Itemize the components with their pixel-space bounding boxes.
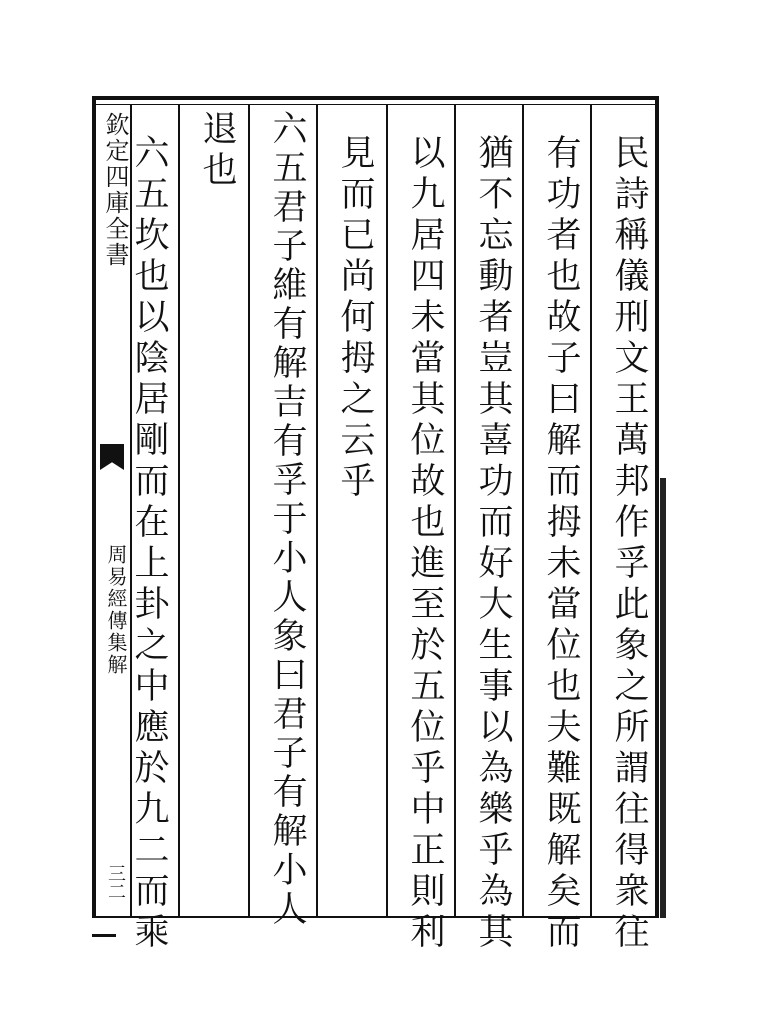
column-divider bbox=[454, 104, 456, 916]
top-border-inner bbox=[92, 104, 658, 105]
text-column-2: 有功者也故子曰解而拇未當位也夫難既解矣而 bbox=[541, 134, 581, 954]
column-divider bbox=[386, 104, 388, 916]
text-column-4: 以九居四未當其位故也進至於五位乎中正則利 bbox=[405, 134, 445, 954]
top-border bbox=[92, 96, 658, 100]
page-number: 三二 bbox=[105, 864, 126, 900]
text-column-8: 六五坎也以陰居剛而在上卦之中應於九二而乘 bbox=[129, 134, 169, 954]
text-column-7: 退也 bbox=[197, 110, 237, 192]
text-column-6: 六五君子維有解吉有孚于小人象曰君子有解小人 bbox=[267, 110, 307, 929]
text-column-1: 民詩稱儀刑文王萬邦作孚此象之所謂往得衆往 bbox=[609, 134, 649, 954]
bottom-mark bbox=[92, 934, 116, 937]
column-divider bbox=[522, 104, 524, 916]
text-column-3: 猶不忘動者豈其喜功而好大生事以為樂乎為其 bbox=[473, 134, 513, 954]
column-divider bbox=[248, 104, 250, 916]
text-column-5: 見而已尚何拇之云乎 bbox=[335, 134, 375, 503]
column-divider bbox=[590, 104, 592, 916]
page-edge-shadow bbox=[660, 478, 666, 918]
fishtail-mark bbox=[100, 444, 124, 470]
column-divider bbox=[316, 104, 318, 916]
column-divider bbox=[178, 104, 180, 916]
collection-title: 欽定四庫全書 bbox=[101, 112, 129, 268]
right-border bbox=[655, 96, 659, 918]
book-title: 周易經傳集解 bbox=[104, 544, 128, 676]
